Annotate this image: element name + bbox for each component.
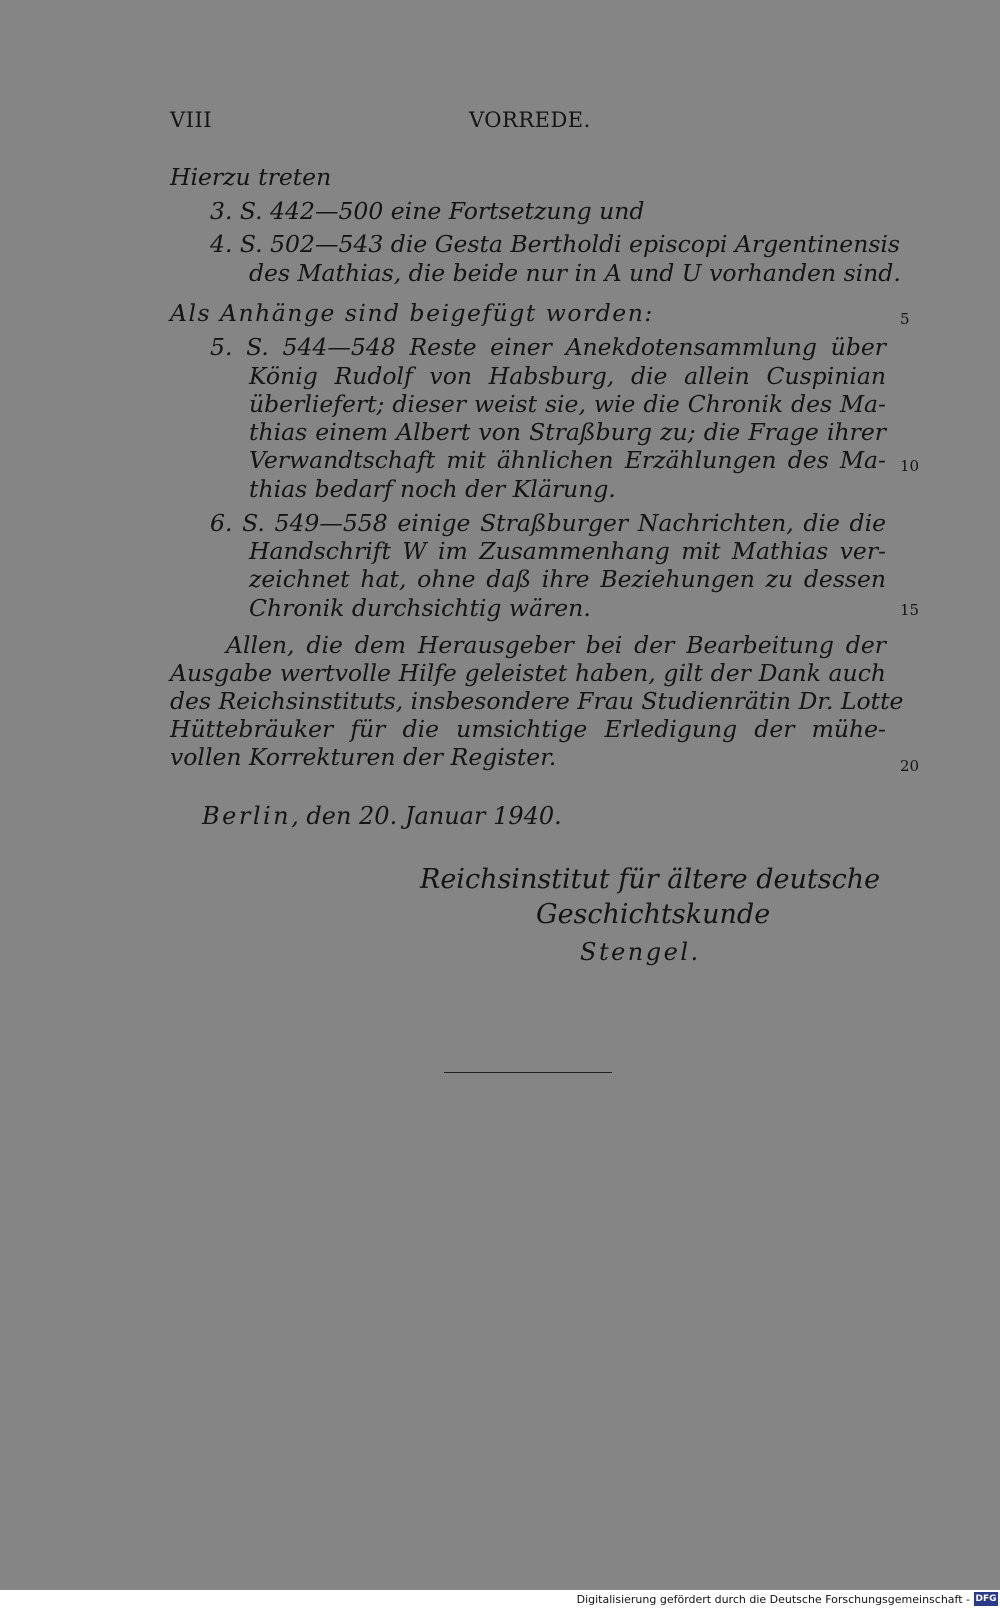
text-line: Hierzu treten xyxy=(170,163,332,191)
text-line: 6. S. 549—558 einige Straßburger Nachrichten, die die xyxy=(210,509,886,537)
line-number: 15 xyxy=(900,601,920,619)
text-line: thias bedarf noch der Klärung. xyxy=(249,475,616,503)
text-line: Verwandtschaft mit ähnlichen Erzählungen des Ma- xyxy=(249,446,886,474)
text-line: 5. S. 544—548 Reste einer Anekdotensammlung über xyxy=(210,333,886,361)
page-title: VORREDE. xyxy=(469,108,591,132)
page-number: VIII xyxy=(170,108,213,132)
institution-line: Reichsinstitut für ältere deutsche xyxy=(420,864,881,895)
closing-date: , den 20. Januar 1940. xyxy=(291,802,562,830)
text-line: vollen Korrekturen der Register. xyxy=(170,743,557,771)
text-line: des Reichsinstituts, insbesondere Frau Studienrätin Dr. Lotte xyxy=(170,687,904,715)
text-line: thias einem Albert von Straßburg zu; die Frage ihrer xyxy=(249,418,886,446)
line-number: 20 xyxy=(900,757,920,775)
text-line: Handschrift W im Zusammenhang mit Mathias ver- xyxy=(249,537,886,565)
text-line: 4. S. 502—543 die Gesta Bertholdi episcopi Argentinensis xyxy=(210,230,900,258)
dfg-logo: DFG xyxy=(975,1594,997,1604)
text-line: Ausgabe wertvolle Hilfe geleistet haben, gilt der Dank auch xyxy=(170,659,886,687)
text-line: des Mathias, die beide nur in A und U vorhanden sind. xyxy=(249,259,901,287)
closing-date-line xyxy=(202,804,562,828)
text-line: überliefert; dieser weist sie, wie die Chronik des Ma- xyxy=(249,390,886,418)
text-line: König Rudolf von Habsburg, die allein Cuspinian xyxy=(249,362,886,390)
text-line: Allen, die dem Herausgeber bei der Bearbeitung der xyxy=(226,631,886,659)
footer-credit: Digitalisierung gefördert durch die Deutsche Forschungsgemeinschaft - xyxy=(576,1593,970,1606)
text-line: Hüttebräuker für die umsichtige Erledigung der mühe- xyxy=(170,715,886,743)
text-line: 3. S. 442—500 eine Fortsetzung und xyxy=(210,197,645,225)
footer-bar xyxy=(0,1590,1000,1610)
signature: Stengel. xyxy=(580,938,701,966)
line-number: 5 xyxy=(900,310,910,328)
closing-place: Berlin xyxy=(202,802,292,830)
text-line: Als Anhänge sind beigefügt worden: xyxy=(170,299,654,327)
institution-line: Geschichtskunde xyxy=(536,899,771,930)
end-rule xyxy=(444,1072,612,1073)
line-number: 10 xyxy=(900,457,920,475)
text-line: Chronik durchsichtig wären. xyxy=(249,594,591,622)
text-line: zeichnet hat, ohne daß ihre Beziehungen zu dessen xyxy=(249,565,886,593)
